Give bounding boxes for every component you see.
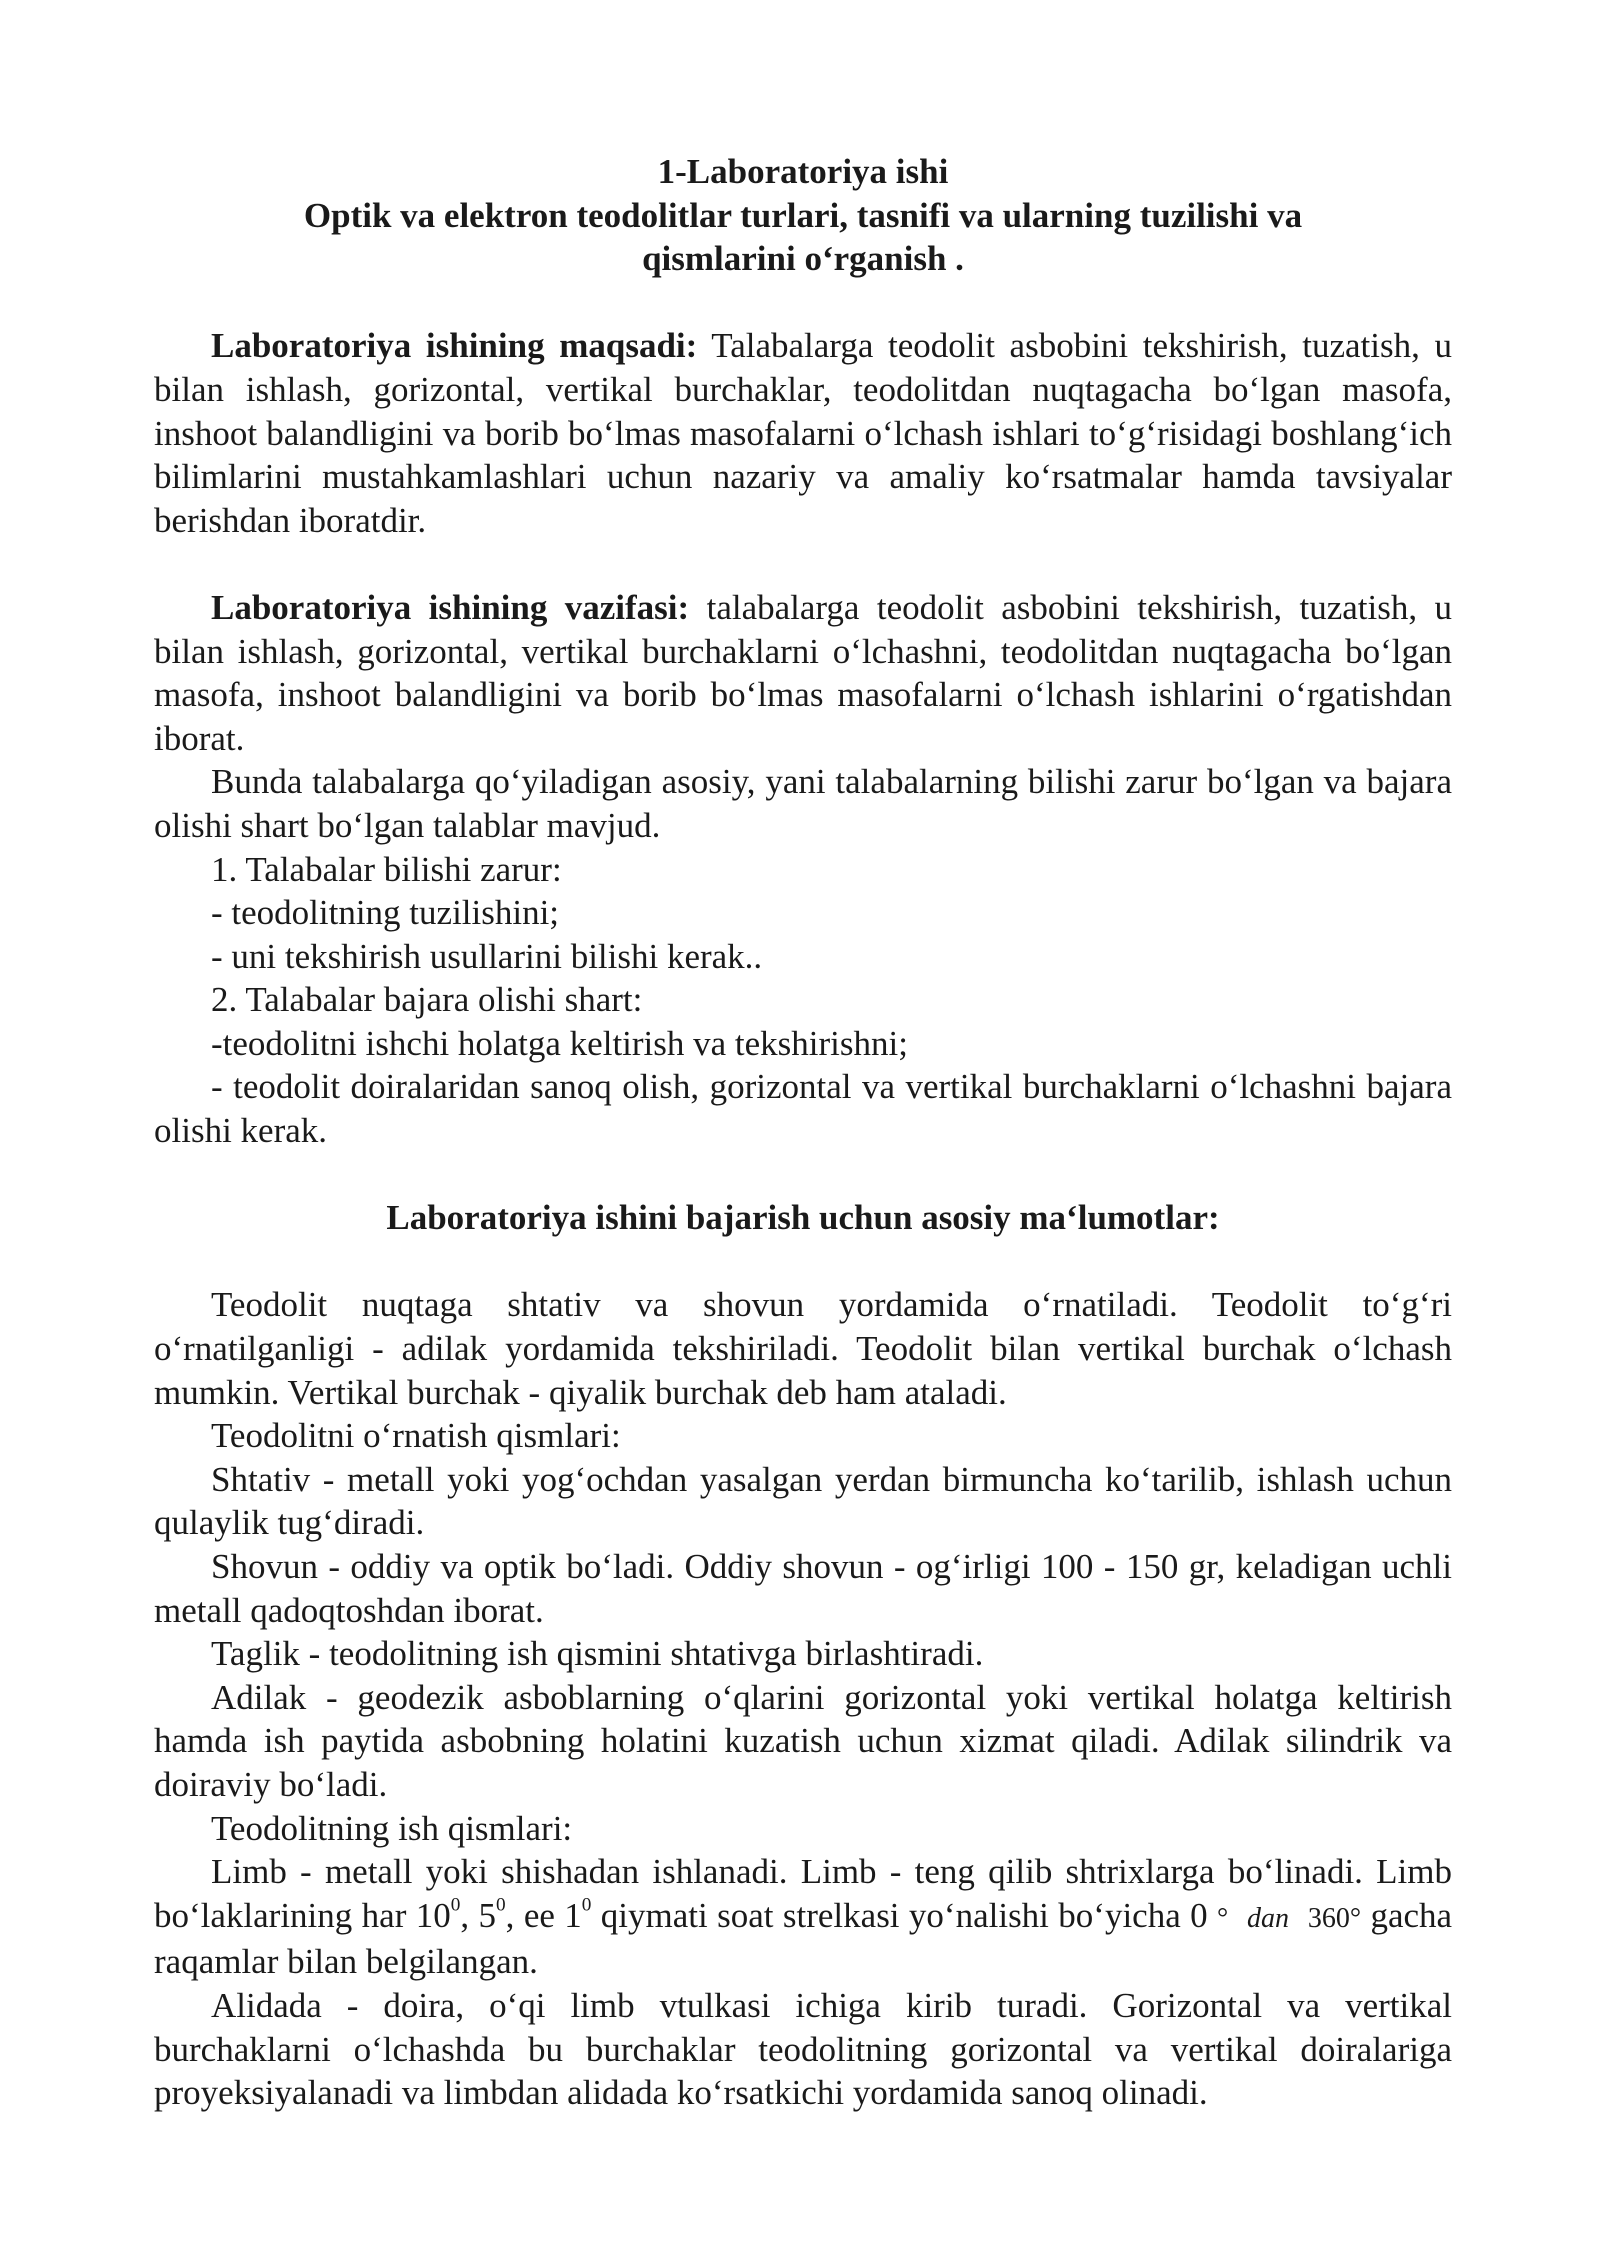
document-page [154,150,1452,2115]
task-paragraph [154,586,1452,760]
body-paragraph: Adilak - geodezik asboblarning o‘qlarini gorizontal yoki vertikal holatga keltirish hamda ish paytida asbobning holatini kuzatish uchun xizmat qiladi. Adilak silindrik va doiraviy bo‘ladi. [154,1677,1452,1804]
requirement-item: - teodolit doiralaridan sanoq olish, gorizontal va vertikal burchaklarni o‘lchashni bajara olishi kerak. [154,1067,1452,1151]
purpose-paragraph [154,324,1452,542]
requirement-item: 1. Talabalar bilishi zarur: [211,849,562,889]
spacer [154,542,1452,586]
limb-text: Limb - metall yoki shishadan ishlanadi. Limb - teng qilib shtrixlarga bo‘linadi. Limb bo‘laklarining har 10 [154,1852,1452,1935]
lab-title-line-2: Optik va elektron teodolitlar turlari, tasnifi va ularning tuzilishi va [303,195,1303,235]
math-360: 360 [1307,1902,1350,1934]
body-paragraph: Taglik - teodolitning ish qismini shtativga birlashtiradi. [211,1634,984,1674]
degree-symbol: ° [1217,1902,1229,1934]
purpose-text: Talabalarga teodolit asbobini tekshirish, tuzatish, u bilan ishlash, gorizontal, vertikal burchaklar, teodolitdan nuqtagacha bo‘lgan masofa, inshoot balandligini va borib bo‘lmas masofalarni o‘lchash ishlari to‘g‘risidagi boshlang‘ich bilimlarini mustahkamlashlari uchun nazariy va amaliy ko‘rsatmalar hamda tavsiyalar berishdan iboratdir. [154,326,1452,540]
spacer [154,1240,1452,1284]
limb-paragraph [154,1850,1452,1984]
requirement-item: - uni tekshirish usullarini bilishi kerak.. [211,936,763,976]
task-text: talabalarga teodolit asbobini tekshirish, tuzatish, u bilan ishlash, gorizontal, vertikal burchaklarni o‘lchashni, teodolitdan nuqtagacha bo‘lgan masofa, inshoot balandligini va borib bo‘lmas masofalarni o‘lchash ishlarini o‘rgatishdan iborat. [154,587,1452,758]
limb-text: , ee 1 [505,1895,582,1935]
degree-symbol: ° [1349,1902,1362,1934]
math-dan: dan [1247,1902,1290,1934]
spacer [154,1153,1452,1197]
limb-text: gacha raqamlar bilan belgilangan. [154,1895,1453,1982]
body-paragraph: Teodolitni o‘rnatish qismlari: [211,1416,621,1456]
body-paragraph: Teodolit nuqtaga shtativ va shovun yordamida o‘rnatiladi. Teodolit to‘g‘ri o‘rnatilganligi - adilak yordamida tekshiriladi. Teodolit bilan vertikal burchak o‘lchash mumkin. Vertikal burchak - qiyalik burchak deb ham ataladi. [154,1285,1452,1412]
section-title: Laboratoriya ishini bajarish uchun asosiy ma‘lumotlar: [386,1198,1220,1238]
limb-text: qiymati soat strelkasi yo‘nalishi bo‘yicha 0 [591,1895,1218,1935]
degree-superscript: 0 [496,1894,506,1916]
body-paragraph: Teodolitning ish qismlari: [211,1808,573,1848]
degree-superscript: 0 [450,1894,461,1916]
requirement-item: - teodolitning tuzilishini; [211,893,560,933]
body-paragraph: Shtativ - metall yoki yog‘ochdan yasalgan yerdan birmuncha ko‘tarilib, ishlash uchun qulaylik tug‘diradi. [154,1459,1452,1543]
requirements-intro: Bunda talabalarga qo‘yiladigan asosiy, yani talabalarning bilishi zarur bo‘lgan va bajara olishi shart bo‘lgan talablar mavjud. [154,762,1452,845]
spacer [154,281,1452,325]
body-paragraph: Shovun - oddiy va optik bo‘ladi. Oddiy shovun - og‘irligi 100 - 150 gr, keladigan uchli metall qadoqtoshdan iborat. [154,1547,1452,1630]
lab-title-line-3: qismlarini o‘rganish . [642,239,964,279]
lab-number-title: 1-Laboratoriya ishi [657,152,949,191]
purpose-label: Laboratoriya ishining maqsadi: [211,326,698,366]
limb-text: , 5 [460,1895,497,1935]
degree-superscript: 0 [581,1894,592,1916]
alidada-paragraph: Alidada - doira, o‘qi limb vtulkasi ichiga kirib turadi. Gorizontal va vertikal burchaklarni o‘lchashda bu burchaklar teodolitning gorizontal va vertikal doiralariga proyeksiyalanadi va limbdan alidada ko‘rsatkichi yordamida sanoq olinadi. [154,1985,1452,2113]
requirement-item: 2. Talabalar bajara olishi shart: [211,980,643,1020]
task-label: Laboratoriya ishining vazifasi: [211,587,690,627]
requirement-item: -teodolitni ishchi holatga keltirish va tekshirishni; [211,1023,908,1063]
